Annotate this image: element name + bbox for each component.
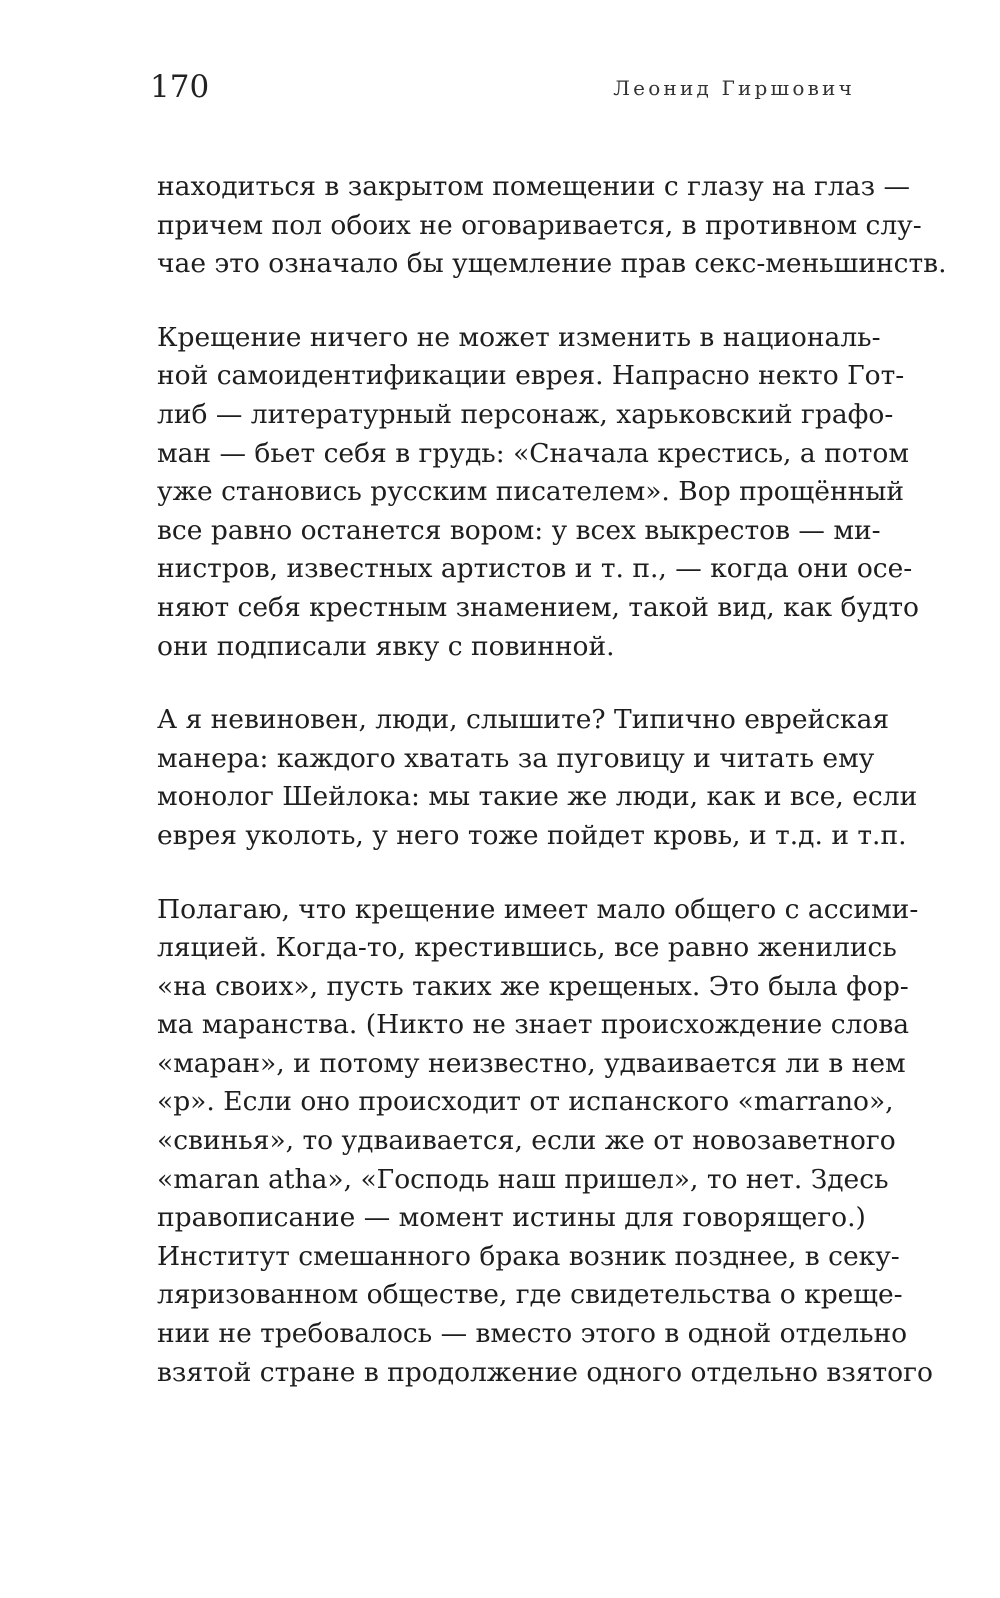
- text-line: ляризованном обществе, где свидетельства о креще-: [157, 1279, 903, 1311]
- text-line: ман — бьет себя в грудь: «Сначала крестись, а потом: [157, 437, 909, 469]
- text-line: причем пол обоих не оговаривается, в противном слу-: [157, 209, 922, 241]
- text-line: все равно останется вором: у всех выкрестов — ми-: [157, 514, 881, 546]
- text-line: «maran atha», «Господь наш пришел», то нет. Здесь: [157, 1163, 889, 1195]
- text-line: ляцией. Когда-то, крестившись, все равно женились: [157, 932, 897, 964]
- text-line: Крещение ничего не может изменить в националь-: [157, 321, 881, 353]
- text-line: «маран», и потому неизвестно, удваивается ли в нем: [157, 1047, 906, 1079]
- paragraph: [157, 319, 919, 666]
- paragraph: [157, 701, 918, 855]
- text-line: Институт смешанного брака возник позднее, в секу-: [157, 1240, 900, 1272]
- text-line: они подписали явку с повинной.: [157, 630, 615, 662]
- text-line: нии не требовалось — вместо этого в одной отдельно: [157, 1318, 908, 1350]
- text-line: взятой стране в продолжение одного отдельно взятого: [157, 1356, 933, 1388]
- text-line: няют себя крестным знамением, такой вид, как будто: [157, 591, 919, 623]
- text-line: ной самоидентификации еврея. Напрасно некто Гот-: [157, 360, 905, 392]
- text-line: уже становись русским писателем». Вор прощённый: [157, 476, 905, 508]
- text-line: нистров, известных артистов и т. п., — когда они осе-: [157, 553, 913, 585]
- text-line: ма маранства. (Никто не знает происхождение слова: [157, 1009, 910, 1041]
- text-line: манера: каждого хватать за пуговицу и читать ему: [157, 742, 875, 774]
- text-line: «на своих», пусть таких же крещеных. Это была фор-: [157, 970, 909, 1002]
- body-text: [157, 168, 947, 1427]
- text-line: «свинья», то удваивается, если же от новозаветного: [157, 1125, 896, 1157]
- text-line: чае это означало бы ущемление прав секс-меньшинств.: [157, 248, 947, 280]
- text-line: А я невиновен, люди, слышите? Типично еврейская: [157, 704, 890, 736]
- text-line: либ — литературный персонаж, харьковский графо-: [157, 398, 894, 430]
- text-line: «р». Если оно происходит от испанского «marrano»,: [157, 1086, 894, 1118]
- text-line: Полагаю, что крещение имеет мало общего с ассими-: [157, 893, 919, 925]
- running-head-author: Леонид Гиршович: [613, 76, 855, 100]
- page-number: 170: [150, 69, 210, 105]
- text-line: еврея уколоть, у него тоже пойдет кровь, и т.д. и т.п.: [157, 819, 907, 851]
- text-line: правописание — момент истины для говорящего.): [157, 1202, 866, 1234]
- paragraph: [157, 891, 933, 1393]
- paragraph: [157, 168, 947, 284]
- text-line: находиться в закрытом помещении с глазу на глаз —: [157, 171, 910, 202]
- text-line: монолог Шейлока: мы такие же люди, как и все, если: [157, 781, 918, 813]
